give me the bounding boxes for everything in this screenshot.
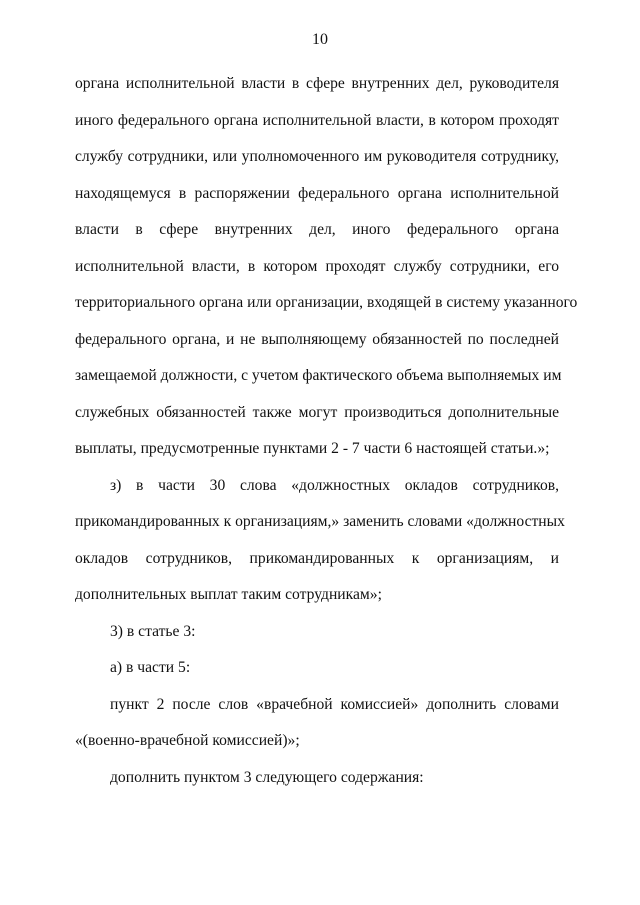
text-line: з) в части 30 слова «должностных окладов сотрудников, — [110, 476, 559, 494]
paragraph-point-2 — [75, 687, 559, 760]
page-number: 10 — [312, 31, 328, 48]
text-line: иного федерального органа исполнительной власти, в котором проходят — [75, 111, 559, 129]
text-line: замещаемой должности, с учетом фактического объема выполняемых им — [75, 367, 562, 384]
text-line: служебных обязанностей также могут производиться дополнительные — [75, 403, 559, 421]
text-line: «(военно-врачебной комиссией)»; — [75, 732, 300, 749]
text-line: дополнить пунктом 3 следующего содержания: — [110, 768, 424, 786]
paragraph-continuation — [75, 66, 578, 468]
text-line: выплаты, предусмотренные пунктами 2 - 7 части 6 настоящей статьи.»; — [75, 440, 550, 457]
text-line: а) в части 5: — [110, 659, 191, 676]
paragraph-point-3 — [75, 760, 559, 797]
document-body — [75, 66, 578, 796]
text-line: окладов сотрудников, прикомандированных к организациям, и — [75, 549, 559, 567]
text-line: находящемуся в распоряжении федерального органа исполнительной — [75, 184, 559, 202]
text-line: 3) в статье 3: — [110, 622, 196, 640]
text-line: органа исполнительной власти в сфере внутренних дел, руководителя — [75, 75, 559, 92]
paragraph-article-3 — [75, 614, 559, 651]
text-line: дополнительных выплат таким сотрудникам»; — [75, 586, 382, 603]
text-line: федерального органа, и не выполняющему обязанностей по последней — [75, 330, 559, 348]
text-line: службу сотрудники, или уполномоченного им руководителя сотруднику, — [75, 148, 559, 165]
paragraph-part-5 — [75, 650, 559, 687]
text-line: прикомандированных к организациям,» заменить словами «должностных — [75, 513, 565, 530]
text-line: власти в сфере внутренних дел, иного федерального органа — [75, 221, 559, 238]
text-line: территориального органа или организации, входящей в систему указанного — [75, 294, 578, 311]
text-line: пункт 2 после слов «врачебной комиссией» дополнить словами — [110, 695, 559, 713]
paragraph-z — [75, 468, 565, 614]
text-line: исполнительной власти, в котором проходят службу сотрудники, его — [75, 257, 559, 275]
